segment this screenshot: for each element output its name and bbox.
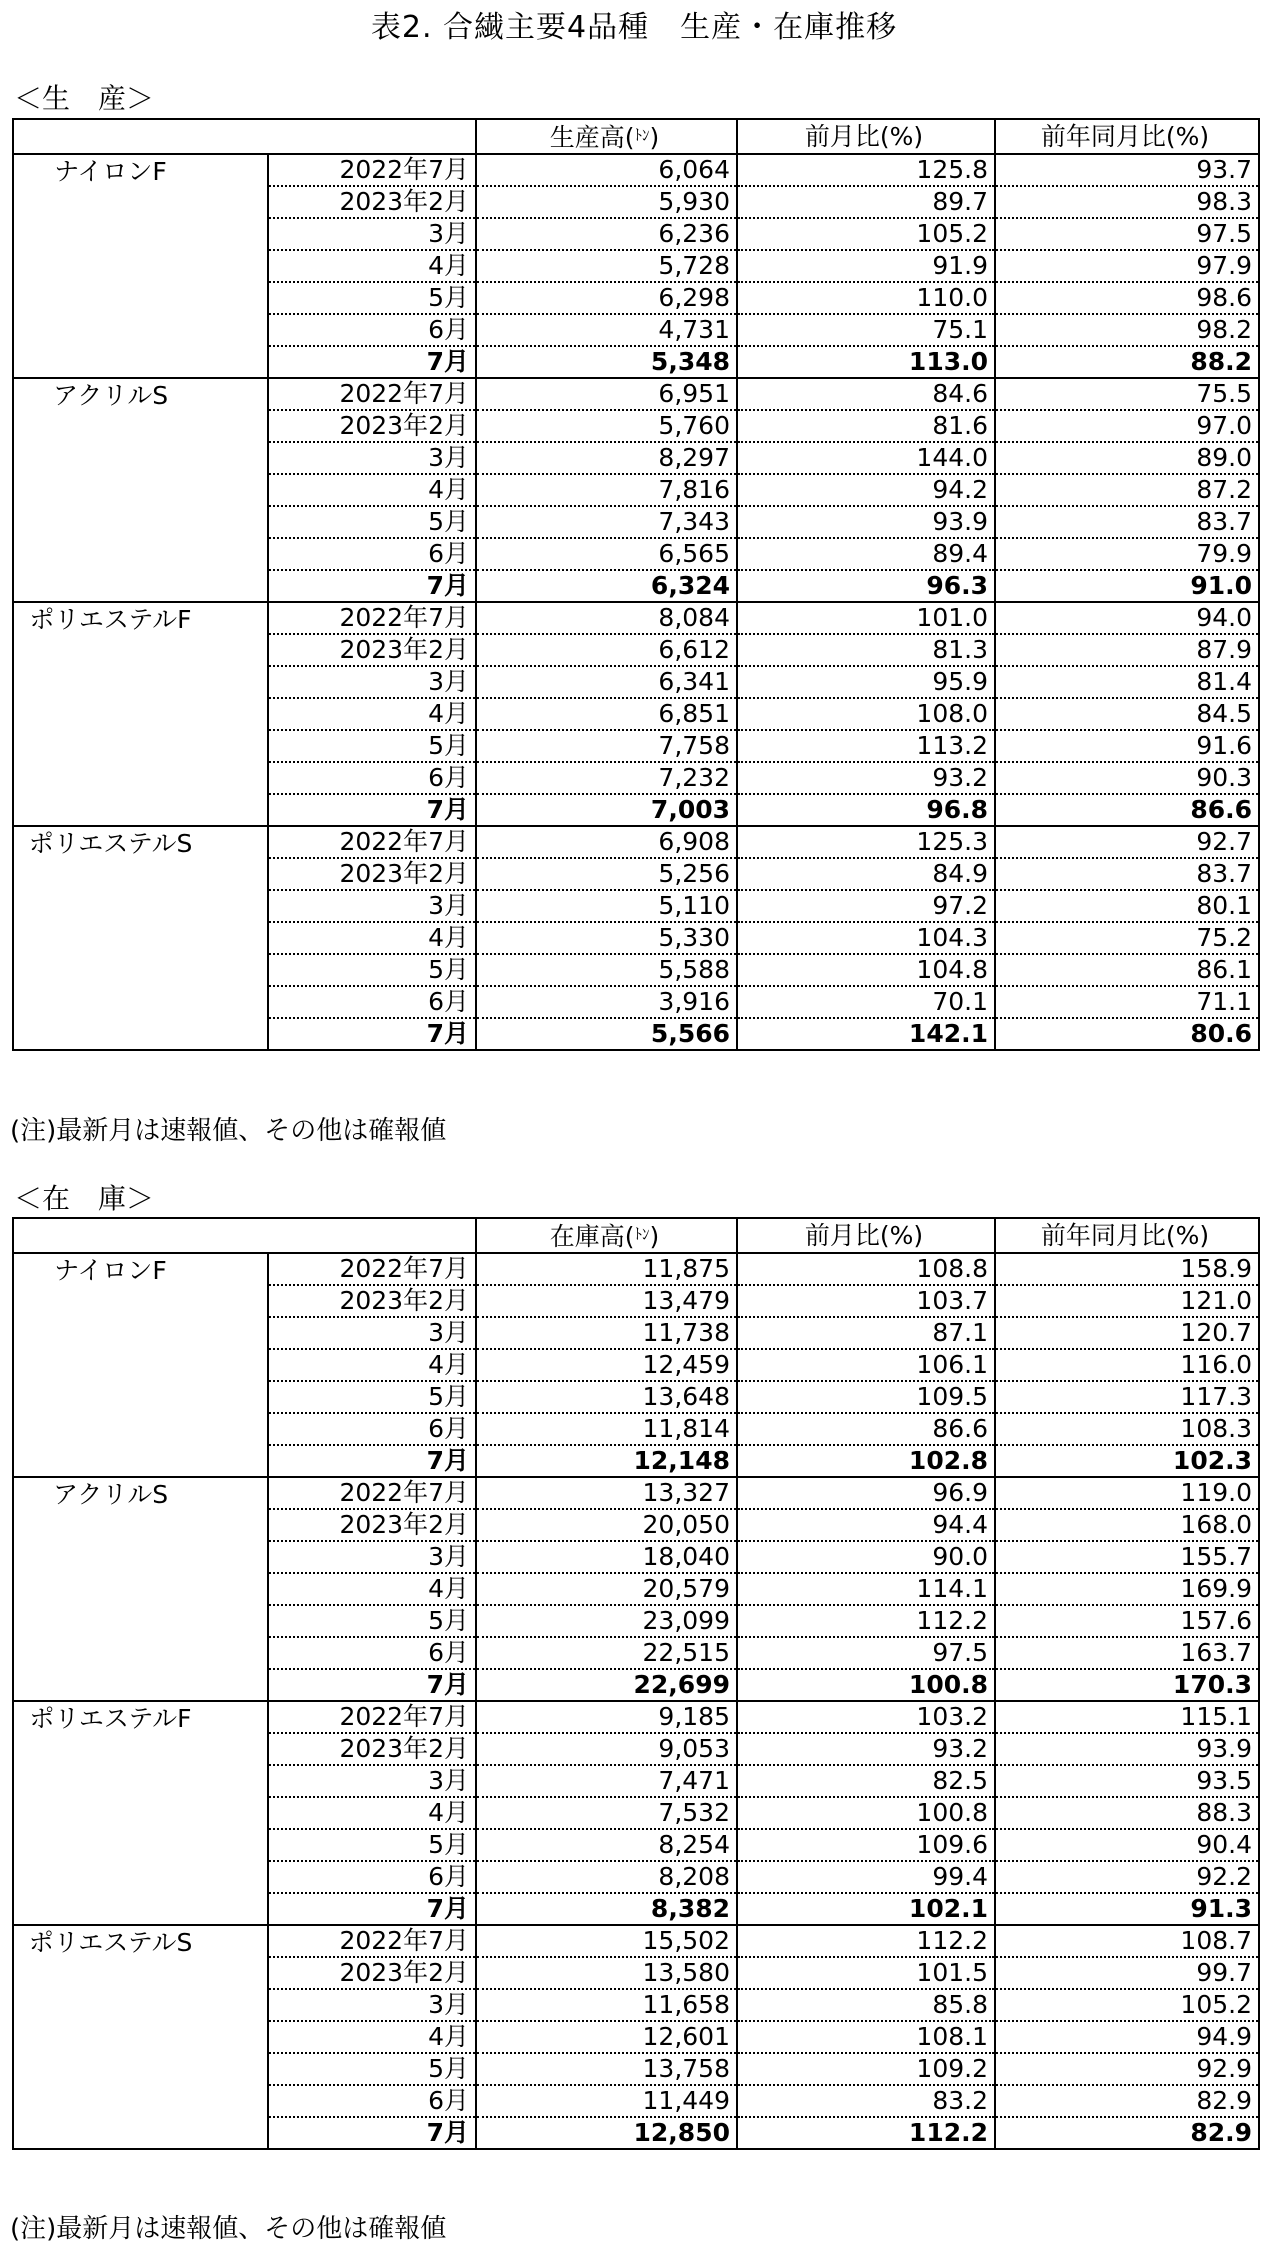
yoy-cell: 86.1 (995, 954, 1259, 986)
value-cell: 6,064 (476, 154, 737, 186)
mom-cell: 100.8 (737, 1669, 995, 1701)
mom-cell: 70.1 (737, 986, 995, 1018)
mom-cell: 95.9 (737, 666, 995, 698)
month-cell: 6月 (268, 1861, 476, 1893)
mom-cell: 94.2 (737, 474, 995, 506)
mom-cell: 97.5 (737, 1637, 995, 1669)
product-name: ポリエステルS (13, 826, 268, 1050)
mom-cell: 93.2 (737, 1733, 995, 1765)
month-cell: 3月 (268, 1317, 476, 1349)
mom-cell: 108.8 (737, 1253, 995, 1285)
mom-cell: 101.0 (737, 602, 995, 634)
month-cell: 2022年7月 (268, 826, 476, 858)
mom-cell: 109.2 (737, 2053, 995, 2085)
yoy-cell: 87.9 (995, 634, 1259, 666)
mom-cell: 105.2 (737, 218, 995, 250)
mom-cell: 144.0 (737, 442, 995, 474)
value-cell: 15,502 (476, 1925, 737, 1957)
value-cell: 8,254 (476, 1829, 737, 1861)
mom-cell: 106.1 (737, 1349, 995, 1381)
yoy-cell: 121.0 (995, 1285, 1259, 1317)
value-cell: 13,327 (476, 1477, 737, 1509)
value-cell: 6,612 (476, 634, 737, 666)
month-cell: 4月 (268, 474, 476, 506)
yoy-cell: 82.9 (995, 2117, 1259, 2149)
yoy-cell: 91.3 (995, 1893, 1259, 1925)
mom-cell: 96.3 (737, 570, 995, 602)
month-cell: 4月 (268, 1349, 476, 1381)
month-cell: 4月 (268, 698, 476, 730)
yoy-cell: 87.2 (995, 474, 1259, 506)
month-cell: 2022年7月 (268, 1253, 476, 1285)
product-name: ポリエステルF (13, 602, 268, 826)
month-cell: 2022年7月 (268, 602, 476, 634)
month-cell: 7月 (268, 570, 476, 602)
yoy-cell: 108.3 (995, 1413, 1259, 1445)
value-cell: 11,875 (476, 1253, 737, 1285)
yoy-cell: 163.7 (995, 1637, 1259, 1669)
yoy-cell: 97.0 (995, 410, 1259, 442)
value-cell: 6,908 (476, 826, 737, 858)
month-cell: 6月 (268, 1413, 476, 1445)
value-cell: 23,099 (476, 1605, 737, 1637)
mom-cell: 86.6 (737, 1413, 995, 1445)
value-cell: 13,479 (476, 1285, 737, 1317)
value-cell: 6,851 (476, 698, 737, 730)
value-cell: 5,728 (476, 250, 737, 282)
value-cell: 20,579 (476, 1573, 737, 1605)
product-name: アクリルS (13, 1477, 268, 1701)
month-cell: 5月 (268, 282, 476, 314)
yoy-cell: 94.0 (995, 602, 1259, 634)
inventory-table (12, 1217, 1260, 2150)
mom-cell: 108.1 (737, 2021, 995, 2053)
month-cell: 6月 (268, 1637, 476, 1669)
month-cell: 7月 (268, 1445, 476, 1477)
product-name: ポリエステルF (13, 1701, 268, 1925)
mom-cell: 125.3 (737, 826, 995, 858)
month-cell: 3月 (268, 1989, 476, 2021)
value-cell: 11,814 (476, 1413, 737, 1445)
yoy-cell: 86.6 (995, 794, 1259, 826)
yoy-cell: 79.9 (995, 538, 1259, 570)
yoy-cell: 102.3 (995, 1445, 1259, 1477)
yoy-cell: 99.7 (995, 1957, 1259, 1989)
mom-cell: 94.4 (737, 1509, 995, 1541)
mom-cell: 96.8 (737, 794, 995, 826)
month-cell: 2022年7月 (268, 1701, 476, 1733)
value-cell: 3,916 (476, 986, 737, 1018)
value-cell: 6,236 (476, 218, 737, 250)
production-table (12, 118, 1260, 1051)
month-cell: 2022年7月 (268, 154, 476, 186)
month-cell: 2022年7月 (268, 1477, 476, 1509)
month-cell: 2023年2月 (268, 410, 476, 442)
mom-cell: 99.4 (737, 1861, 995, 1893)
mom-cell: 82.5 (737, 1765, 995, 1797)
table-row (13, 1477, 1259, 1509)
table-row (13, 378, 1259, 410)
mom-cell: 93.2 (737, 762, 995, 794)
yoy-cell: 93.9 (995, 1733, 1259, 1765)
yoy-cell: 94.9 (995, 2021, 1259, 2053)
yoy-cell: 93.5 (995, 1765, 1259, 1797)
month-cell: 2023年2月 (268, 1509, 476, 1541)
value-cell: 6,565 (476, 538, 737, 570)
month-cell: 6月 (268, 762, 476, 794)
yoy-cell: 93.7 (995, 154, 1259, 186)
mom-cell: 85.8 (737, 1989, 995, 2021)
value-cell: 13,648 (476, 1381, 737, 1413)
value-cell: 13,580 (476, 1957, 737, 1989)
mom-cell: 113.2 (737, 730, 995, 762)
yoy-cell: 83.7 (995, 858, 1259, 890)
inventory-section-label: ＜在 庫＞ (14, 1182, 155, 1215)
header-value: 在庫高($^{ﾄﾝ}$) (476, 1218, 737, 1253)
yoy-cell: 158.9 (995, 1253, 1259, 1285)
yoy-cell: 89.0 (995, 442, 1259, 474)
value-cell: 6,298 (476, 282, 737, 314)
yoy-cell: 98.6 (995, 282, 1259, 314)
yoy-cell: 90.3 (995, 762, 1259, 794)
yoy-cell: 117.3 (995, 1381, 1259, 1413)
month-cell: 5月 (268, 1605, 476, 1637)
product-name: アクリルS (13, 378, 268, 602)
yoy-cell: 115.1 (995, 1701, 1259, 1733)
value-cell: 5,256 (476, 858, 737, 890)
month-cell: 6月 (268, 314, 476, 346)
month-cell: 3月 (268, 442, 476, 474)
mom-cell: 102.8 (737, 1445, 995, 1477)
mom-cell: 103.7 (737, 1285, 995, 1317)
month-cell: 2023年2月 (268, 858, 476, 890)
yoy-cell: 84.5 (995, 698, 1259, 730)
yoy-cell: 75.2 (995, 922, 1259, 954)
table-row (13, 602, 1259, 634)
value-cell: 20,050 (476, 1509, 737, 1541)
yoy-cell: 119.0 (995, 1477, 1259, 1509)
month-cell: 3月 (268, 666, 476, 698)
value-cell: 22,699 (476, 1669, 737, 1701)
mom-cell: 96.9 (737, 1477, 995, 1509)
value-cell: 6,324 (476, 570, 737, 602)
value-cell: 5,588 (476, 954, 737, 986)
yoy-cell: 88.2 (995, 346, 1259, 378)
month-cell: 5月 (268, 506, 476, 538)
yoy-cell: 170.3 (995, 1669, 1259, 1701)
table-row (13, 1925, 1259, 1957)
mom-cell: 97.2 (737, 890, 995, 922)
month-cell: 3月 (268, 890, 476, 922)
value-cell: 12,148 (476, 1445, 737, 1477)
yoy-cell: 105.2 (995, 1989, 1259, 2021)
value-cell: 8,382 (476, 1893, 737, 1925)
month-cell: 2022年7月 (268, 378, 476, 410)
value-cell: 5,760 (476, 410, 737, 442)
mom-cell: 142.1 (737, 1018, 995, 1050)
header-mom: 前月比(%) (737, 119, 995, 154)
yoy-cell: 98.2 (995, 314, 1259, 346)
month-cell: 7月 (268, 1018, 476, 1050)
mom-cell: 84.6 (737, 378, 995, 410)
mom-cell: 101.5 (737, 1957, 995, 1989)
mom-cell: 114.1 (737, 1573, 995, 1605)
value-cell: 5,330 (476, 922, 737, 954)
month-cell: 5月 (268, 1829, 476, 1861)
month-cell: 2023年2月 (268, 1733, 476, 1765)
value-cell: 7,343 (476, 506, 737, 538)
value-cell: 18,040 (476, 1541, 737, 1573)
yoy-cell: 157.6 (995, 1605, 1259, 1637)
value-cell: 8,208 (476, 1861, 737, 1893)
mom-cell: 112.2 (737, 2117, 995, 2149)
value-cell: 7,758 (476, 730, 737, 762)
value-cell: 12,601 (476, 2021, 737, 2053)
month-cell: 2023年2月 (268, 634, 476, 666)
month-cell: 5月 (268, 730, 476, 762)
yoy-cell: 108.7 (995, 1925, 1259, 1957)
month-cell: 4月 (268, 2021, 476, 2053)
value-cell: 6,341 (476, 666, 737, 698)
month-cell: 2023年2月 (268, 186, 476, 218)
table-row (13, 826, 1259, 858)
product-name: ナイロンF (13, 1253, 268, 1477)
yoy-cell: 169.9 (995, 1573, 1259, 1605)
month-cell: 4月 (268, 1573, 476, 1605)
month-cell: 7月 (268, 1893, 476, 1925)
yoy-cell: 97.5 (995, 218, 1259, 250)
mom-cell: 75.1 (737, 314, 995, 346)
yoy-cell: 80.6 (995, 1018, 1259, 1050)
mom-cell: 113.0 (737, 346, 995, 378)
yoy-cell: 98.3 (995, 186, 1259, 218)
mom-cell: 91.9 (737, 250, 995, 282)
value-cell: 7,532 (476, 1797, 737, 1829)
page-title: 表2. 合繊主要4品種 生産・在庫推移 (370, 10, 898, 45)
value-cell: 8,297 (476, 442, 737, 474)
product-name: ポリエステルS (13, 1925, 268, 2149)
header-blank (13, 1218, 476, 1253)
month-cell: 4月 (268, 250, 476, 282)
yoy-cell: 81.4 (995, 666, 1259, 698)
month-cell: 6月 (268, 986, 476, 1018)
mom-cell: 102.1 (737, 1893, 995, 1925)
mom-cell: 110.0 (737, 282, 995, 314)
month-cell: 4月 (268, 922, 476, 954)
yoy-cell: 75.5 (995, 378, 1259, 410)
header-mom: 前月比(%) (737, 1218, 995, 1253)
header-yoy: 前年同月比(%) (995, 1218, 1259, 1253)
value-cell: 11,449 (476, 2085, 737, 2117)
mom-cell: 125.8 (737, 154, 995, 186)
mom-cell: 109.6 (737, 1829, 995, 1861)
value-cell: 12,850 (476, 2117, 737, 2149)
month-cell: 5月 (268, 1381, 476, 1413)
mom-cell: 104.3 (737, 922, 995, 954)
value-cell: 9,053 (476, 1733, 737, 1765)
month-cell: 7月 (268, 794, 476, 826)
value-cell: 11,738 (476, 1317, 737, 1349)
mom-cell: 90.0 (737, 1541, 995, 1573)
month-cell: 7月 (268, 2117, 476, 2149)
yoy-cell: 92.7 (995, 826, 1259, 858)
value-cell: 13,758 (476, 2053, 737, 2085)
value-cell: 5,348 (476, 346, 737, 378)
yoy-cell: 91.6 (995, 730, 1259, 762)
production-note: (注)最新月は速報値、その他は確報値 (10, 1116, 447, 1146)
value-cell: 4,731 (476, 314, 737, 346)
yoy-cell: 97.9 (995, 250, 1259, 282)
mom-cell: 89.7 (737, 186, 995, 218)
month-cell: 6月 (268, 538, 476, 570)
value-cell: 5,930 (476, 186, 737, 218)
mom-cell: 93.9 (737, 506, 995, 538)
header-blank (13, 119, 476, 154)
month-cell: 6月 (268, 2085, 476, 2117)
value-cell: 7,471 (476, 1765, 737, 1797)
yoy-cell: 82.9 (995, 2085, 1259, 2117)
header-yoy: 前年同月比(%) (995, 119, 1259, 154)
month-cell: 3月 (268, 1541, 476, 1573)
mom-cell: 100.8 (737, 1797, 995, 1829)
value-cell: 22,515 (476, 1637, 737, 1669)
mom-cell: 81.6 (737, 410, 995, 442)
month-cell: 3月 (268, 1765, 476, 1797)
yoy-cell: 120.7 (995, 1317, 1259, 1349)
mom-cell: 112.2 (737, 1605, 995, 1637)
table-row (13, 154, 1259, 186)
mom-cell: 103.2 (737, 1701, 995, 1733)
value-cell: 6,951 (476, 378, 737, 410)
mom-cell: 108.0 (737, 698, 995, 730)
mom-cell: 87.1 (737, 1317, 995, 1349)
production-section-label: ＜生 産＞ (14, 82, 155, 115)
mom-cell: 83.2 (737, 2085, 995, 2117)
value-cell: 12,459 (476, 1349, 737, 1381)
month-cell: 2022年7月 (268, 1925, 476, 1957)
mom-cell: 89.4 (737, 538, 995, 570)
value-cell: 9,185 (476, 1701, 737, 1733)
value-cell: 7,816 (476, 474, 737, 506)
value-cell: 7,003 (476, 794, 737, 826)
product-name: ナイロンF (13, 154, 268, 378)
mom-cell: 81.3 (737, 634, 995, 666)
yoy-cell: 83.7 (995, 506, 1259, 538)
month-cell: 7月 (268, 346, 476, 378)
value-cell: 8,084 (476, 602, 737, 634)
value-cell: 11,658 (476, 1989, 737, 2021)
value-cell: 7,232 (476, 762, 737, 794)
inventory-note: (注)最新月は速報値、その他は確報値 (10, 2214, 447, 2244)
yoy-cell: 80.1 (995, 890, 1259, 922)
mom-cell: 112.2 (737, 1925, 995, 1957)
month-cell: 3月 (268, 218, 476, 250)
yoy-cell: 90.4 (995, 1829, 1259, 1861)
yoy-cell: 91.0 (995, 570, 1259, 602)
month-cell: 4月 (268, 1797, 476, 1829)
month-cell: 7月 (268, 1669, 476, 1701)
yoy-cell: 88.3 (995, 1797, 1259, 1829)
value-cell: 5,110 (476, 890, 737, 922)
yoy-cell: 168.0 (995, 1509, 1259, 1541)
month-cell: 5月 (268, 954, 476, 986)
yoy-cell: 116.0 (995, 1349, 1259, 1381)
yoy-cell: 71.1 (995, 986, 1259, 1018)
yoy-cell: 92.9 (995, 2053, 1259, 2085)
table-row (13, 1701, 1259, 1733)
month-cell: 5月 (268, 2053, 476, 2085)
month-cell: 2023年2月 (268, 1957, 476, 1989)
month-cell: 2023年2月 (268, 1285, 476, 1317)
mom-cell: 109.5 (737, 1381, 995, 1413)
header-value: 生産高($^{ﾄﾝ}$) (476, 119, 737, 154)
yoy-cell: 155.7 (995, 1541, 1259, 1573)
yoy-cell: 92.2 (995, 1861, 1259, 1893)
mom-cell: 104.8 (737, 954, 995, 986)
value-cell: 5,566 (476, 1018, 737, 1050)
mom-cell: 84.9 (737, 858, 995, 890)
table-row (13, 1253, 1259, 1285)
